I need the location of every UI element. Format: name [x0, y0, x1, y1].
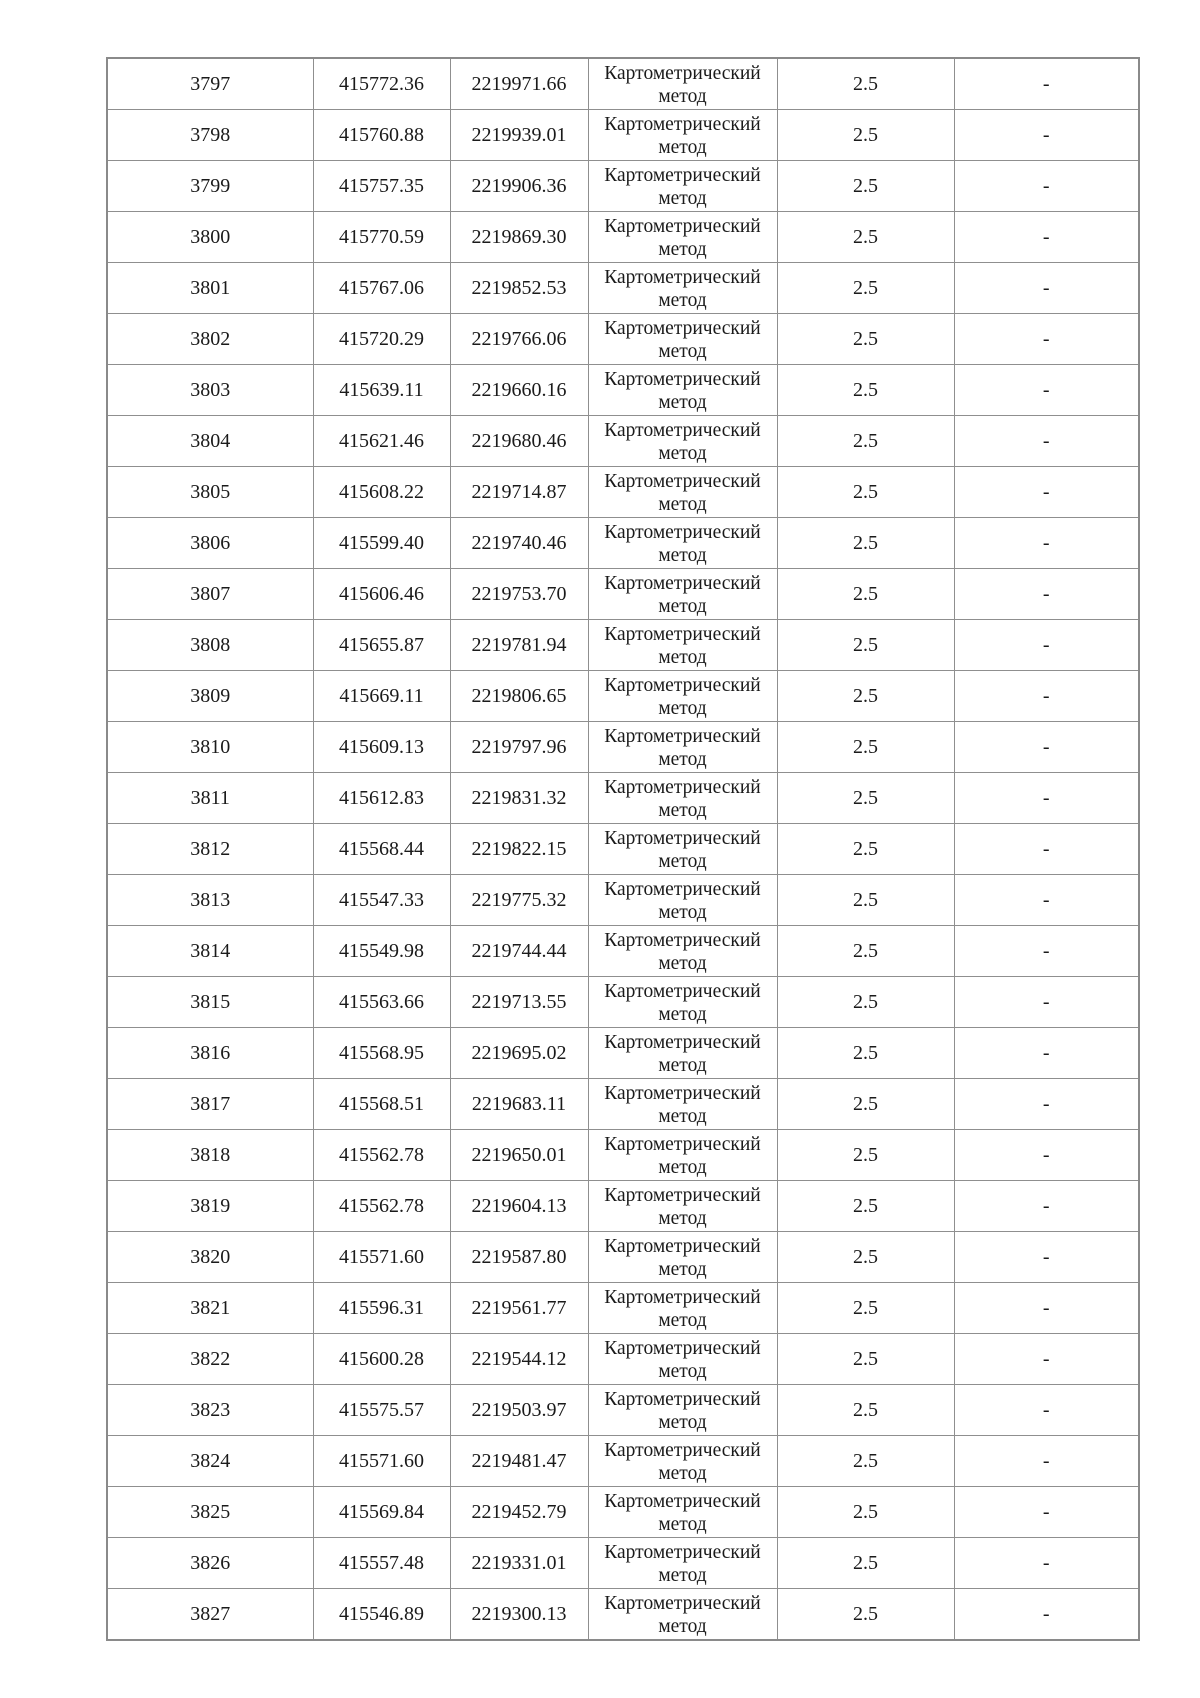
x-coordinate-cell: 415562.78: [313, 1130, 450, 1181]
y-coordinate-cell: 2219331.01: [450, 1538, 588, 1589]
point-number-cell: 3818: [107, 1130, 313, 1181]
method-line-1: Картометрический: [604, 1235, 761, 1257]
note-cell: -: [954, 977, 1139, 1028]
accuracy-cell: 2.5: [777, 365, 954, 416]
table-row: [107, 671, 1139, 722]
method-cell: [588, 1130, 777, 1181]
x-coordinate-cell: 415639.11: [313, 365, 450, 416]
accuracy-cell: 2.5: [777, 1385, 954, 1436]
table-row: [107, 1538, 1139, 1589]
method-line-1: Картометрический: [604, 521, 761, 543]
method-line-2: метод: [658, 187, 707, 209]
method-line-2: метод: [658, 391, 707, 413]
method-line-2: метод: [658, 1258, 707, 1280]
point-number-cell: 3816: [107, 1028, 313, 1079]
y-coordinate-cell: 2219852.53: [450, 263, 588, 314]
method-line-1: Картометрический: [604, 1490, 761, 1512]
accuracy-cell: 2.5: [777, 518, 954, 569]
method-cell: [588, 824, 777, 875]
point-number-cell: 3803: [107, 365, 313, 416]
note-cell: -: [954, 1232, 1139, 1283]
method-cell: [588, 773, 777, 824]
note-cell: -: [954, 518, 1139, 569]
accuracy-cell: 2.5: [777, 110, 954, 161]
x-coordinate-cell: 415606.46: [313, 569, 450, 620]
method-line-1: Картометрический: [604, 266, 761, 288]
method-cell: [588, 1385, 777, 1436]
accuracy-cell: 2.5: [777, 620, 954, 671]
accuracy-cell: 2.5: [777, 1232, 954, 1283]
x-coordinate-cell: 415669.11: [313, 671, 450, 722]
method-line-2: метод: [658, 697, 707, 719]
method-line-1: Картометрический: [604, 572, 761, 594]
point-number-cell: 3822: [107, 1334, 313, 1385]
note-cell: -: [954, 569, 1139, 620]
table-row: [107, 620, 1139, 671]
method-line-1: Картометрический: [604, 980, 761, 1002]
method-line-2: метод: [658, 544, 707, 566]
method-line-1: Картометрический: [604, 1286, 761, 1308]
x-coordinate-cell: 415546.89: [313, 1589, 450, 1641]
table-row: [107, 1181, 1139, 1232]
method-line-1: Картометрический: [604, 215, 761, 237]
note-cell: -: [954, 1385, 1139, 1436]
method-cell: [588, 569, 777, 620]
y-coordinate-cell: 2219587.80: [450, 1232, 588, 1283]
table-row: [107, 926, 1139, 977]
accuracy-cell: 2.5: [777, 824, 954, 875]
x-coordinate-cell: 415612.83: [313, 773, 450, 824]
x-coordinate-cell: 415568.51: [313, 1079, 450, 1130]
point-number-cell: 3807: [107, 569, 313, 620]
method-cell: [588, 1334, 777, 1385]
method-cell: [588, 365, 777, 416]
accuracy-cell: 2.5: [777, 1283, 954, 1334]
note-cell: -: [954, 365, 1139, 416]
x-coordinate-cell: 415608.22: [313, 467, 450, 518]
method-line-1: Картометрический: [604, 1337, 761, 1359]
method-line-2: метод: [658, 238, 707, 260]
y-coordinate-cell: 2219660.16: [450, 365, 588, 416]
method-cell: [588, 875, 777, 926]
point-number-cell: 3812: [107, 824, 313, 875]
method-line-2: метод: [658, 340, 707, 362]
x-coordinate-cell: 415563.66: [313, 977, 450, 1028]
method-line-1: Картометрический: [604, 164, 761, 186]
method-cell: [588, 1538, 777, 1589]
table-row: [107, 875, 1139, 926]
y-coordinate-cell: 2219797.96: [450, 722, 588, 773]
x-coordinate-cell: 415600.28: [313, 1334, 450, 1385]
table-row: [107, 314, 1139, 365]
note-cell: -: [954, 1181, 1139, 1232]
table-row: [107, 1079, 1139, 1130]
method-line-1: Картометрический: [604, 776, 761, 798]
note-cell: -: [954, 314, 1139, 365]
method-line-1: Картометрический: [604, 1031, 761, 1053]
y-coordinate-cell: 2219971.66: [450, 58, 588, 110]
table-row: [107, 569, 1139, 620]
method-line-1: Картометрический: [604, 1541, 761, 1563]
method-line-1: Картометрический: [604, 725, 761, 747]
method-cell: [588, 1079, 777, 1130]
x-coordinate-cell: 415571.60: [313, 1232, 450, 1283]
method-cell: [588, 926, 777, 977]
method-line-2: метод: [658, 1462, 707, 1484]
method-cell: [588, 161, 777, 212]
method-line-2: метод: [658, 1156, 707, 1178]
table-row: [107, 1283, 1139, 1334]
point-number-cell: 3821: [107, 1283, 313, 1334]
point-number-cell: 3808: [107, 620, 313, 671]
method-line-2: метод: [658, 1360, 707, 1382]
method-cell: [588, 722, 777, 773]
note-cell: -: [954, 1487, 1139, 1538]
method-cell: [588, 1028, 777, 1079]
x-coordinate-cell: 415621.46: [313, 416, 450, 467]
method-line-1: Картометрический: [604, 113, 761, 135]
note-cell: -: [954, 1436, 1139, 1487]
note-cell: -: [954, 1334, 1139, 1385]
note-cell: -: [954, 671, 1139, 722]
method-line-1: Картометрический: [604, 878, 761, 900]
x-coordinate-cell: 415609.13: [313, 722, 450, 773]
x-coordinate-cell: 415772.36: [313, 58, 450, 110]
accuracy-cell: 2.5: [777, 467, 954, 518]
table-row: [107, 1487, 1139, 1538]
method-line-1: Картометрический: [604, 1133, 761, 1155]
point-number-cell: 3827: [107, 1589, 313, 1641]
accuracy-cell: 2.5: [777, 773, 954, 824]
table-row: [107, 1436, 1139, 1487]
y-coordinate-cell: 2219806.65: [450, 671, 588, 722]
method-line-2: метод: [658, 952, 707, 974]
y-coordinate-cell: 2219906.36: [450, 161, 588, 212]
method-line-1: Картометрический: [604, 1184, 761, 1206]
y-coordinate-cell: 2219503.97: [450, 1385, 588, 1436]
note-cell: -: [954, 110, 1139, 161]
method-cell: [588, 416, 777, 467]
method-line-1: Картометрический: [604, 470, 761, 492]
method-line-2: метод: [658, 901, 707, 923]
point-number-cell: 3814: [107, 926, 313, 977]
point-number-cell: 3824: [107, 1436, 313, 1487]
table-row: [107, 1334, 1139, 1385]
y-coordinate-cell: 2219561.77: [450, 1283, 588, 1334]
note-cell: -: [954, 1589, 1139, 1641]
method-line-2: метод: [658, 1054, 707, 1076]
accuracy-cell: 2.5: [777, 212, 954, 263]
x-coordinate-cell: 415568.44: [313, 824, 450, 875]
table-row: [107, 1232, 1139, 1283]
accuracy-cell: 2.5: [777, 1436, 954, 1487]
note-cell: -: [954, 212, 1139, 263]
point-number-cell: 3799: [107, 161, 313, 212]
accuracy-cell: 2.5: [777, 926, 954, 977]
y-coordinate-cell: 2219604.13: [450, 1181, 588, 1232]
note-cell: -: [954, 773, 1139, 824]
x-coordinate-cell: 415770.59: [313, 212, 450, 263]
coordinates-table: [106, 57, 1140, 1641]
method-line-1: Картометрический: [604, 1439, 761, 1461]
accuracy-cell: 2.5: [777, 569, 954, 620]
method-line-2: метод: [658, 748, 707, 770]
method-cell: [588, 314, 777, 365]
point-number-cell: 3801: [107, 263, 313, 314]
table-row: [107, 824, 1139, 875]
document-page: [106, 57, 1138, 1641]
method-cell: [588, 1589, 777, 1641]
method-line-1: Картометрический: [604, 368, 761, 390]
method-line-2: метод: [658, 850, 707, 872]
accuracy-cell: 2.5: [777, 1181, 954, 1232]
x-coordinate-cell: 415547.33: [313, 875, 450, 926]
note-cell: -: [954, 824, 1139, 875]
x-coordinate-cell: 415757.35: [313, 161, 450, 212]
x-coordinate-cell: 415575.57: [313, 1385, 450, 1436]
method-line-2: метод: [658, 1105, 707, 1127]
method-cell: [588, 110, 777, 161]
point-number-cell: 3811: [107, 773, 313, 824]
method-line-1: Картометрический: [604, 419, 761, 441]
method-line-2: метод: [658, 1207, 707, 1229]
note-cell: -: [954, 1538, 1139, 1589]
method-cell: [588, 518, 777, 569]
table-row: [107, 467, 1139, 518]
table-row: [107, 977, 1139, 1028]
method-line-2: метод: [658, 85, 707, 107]
method-line-2: метод: [658, 646, 707, 668]
y-coordinate-cell: 2219695.02: [450, 1028, 588, 1079]
point-number-cell: 3802: [107, 314, 313, 365]
point-number-cell: 3809: [107, 671, 313, 722]
accuracy-cell: 2.5: [777, 416, 954, 467]
table-row: [107, 212, 1139, 263]
y-coordinate-cell: 2219831.32: [450, 773, 588, 824]
y-coordinate-cell: 2219822.15: [450, 824, 588, 875]
x-coordinate-cell: 415569.84: [313, 1487, 450, 1538]
note-cell: -: [954, 467, 1139, 518]
accuracy-cell: 2.5: [777, 263, 954, 314]
method-cell: [588, 58, 777, 110]
y-coordinate-cell: 2219869.30: [450, 212, 588, 263]
accuracy-cell: 2.5: [777, 1334, 954, 1385]
table-row: [107, 1385, 1139, 1436]
method-line-1: Картометрический: [604, 929, 761, 951]
y-coordinate-cell: 2219481.47: [450, 1436, 588, 1487]
table-row: [107, 110, 1139, 161]
y-coordinate-cell: 2219740.46: [450, 518, 588, 569]
method-line-1: Картометрический: [604, 1082, 761, 1104]
x-coordinate-cell: 415599.40: [313, 518, 450, 569]
note-cell: -: [954, 875, 1139, 926]
point-number-cell: 3825: [107, 1487, 313, 1538]
y-coordinate-cell: 2219452.79: [450, 1487, 588, 1538]
method-cell: [588, 1232, 777, 1283]
table-row: [107, 58, 1139, 110]
method-line-1: Картометрический: [604, 674, 761, 696]
note-cell: -: [954, 58, 1139, 110]
accuracy-cell: 2.5: [777, 1130, 954, 1181]
note-cell: -: [954, 620, 1139, 671]
method-cell: [588, 263, 777, 314]
point-number-cell: 3826: [107, 1538, 313, 1589]
y-coordinate-cell: 2219680.46: [450, 416, 588, 467]
coordinates-table-body: [107, 58, 1139, 1640]
method-line-1: Картометрический: [604, 317, 761, 339]
y-coordinate-cell: 2219766.06: [450, 314, 588, 365]
point-number-cell: 3800: [107, 212, 313, 263]
method-line-2: метод: [658, 1513, 707, 1535]
point-number-cell: 3810: [107, 722, 313, 773]
accuracy-cell: 2.5: [777, 671, 954, 722]
x-coordinate-cell: 415596.31: [313, 1283, 450, 1334]
accuracy-cell: 2.5: [777, 1589, 954, 1641]
x-coordinate-cell: 415767.06: [313, 263, 450, 314]
point-number-cell: 3805: [107, 467, 313, 518]
point-number-cell: 3804: [107, 416, 313, 467]
method-line-2: метод: [658, 1411, 707, 1433]
method-line-1: Картометрический: [604, 1388, 761, 1410]
point-number-cell: 3815: [107, 977, 313, 1028]
x-coordinate-cell: 415760.88: [313, 110, 450, 161]
method-cell: [588, 977, 777, 1028]
method-line-2: метод: [658, 136, 707, 158]
y-coordinate-cell: 2219714.87: [450, 467, 588, 518]
note-cell: -: [954, 161, 1139, 212]
point-number-cell: 3819: [107, 1181, 313, 1232]
table-row: [107, 365, 1139, 416]
table-row: [107, 518, 1139, 569]
method-line-2: метод: [658, 1615, 707, 1637]
x-coordinate-cell: 415720.29: [313, 314, 450, 365]
method-line-2: метод: [658, 1309, 707, 1331]
method-cell: [588, 1181, 777, 1232]
method-line-2: метод: [658, 1003, 707, 1025]
y-coordinate-cell: 2219744.44: [450, 926, 588, 977]
y-coordinate-cell: 2219713.55: [450, 977, 588, 1028]
method-cell: [588, 1283, 777, 1334]
y-coordinate-cell: 2219650.01: [450, 1130, 588, 1181]
point-number-cell: 3798: [107, 110, 313, 161]
method-line-2: метод: [658, 493, 707, 515]
accuracy-cell: 2.5: [777, 1028, 954, 1079]
note-cell: -: [954, 416, 1139, 467]
note-cell: -: [954, 926, 1139, 977]
point-number-cell: 3820: [107, 1232, 313, 1283]
method-line-1: Картометрический: [604, 623, 761, 645]
accuracy-cell: 2.5: [777, 1538, 954, 1589]
point-number-cell: 3806: [107, 518, 313, 569]
accuracy-cell: 2.5: [777, 1079, 954, 1130]
table-row: [107, 1130, 1139, 1181]
table-row: [107, 773, 1139, 824]
accuracy-cell: 2.5: [777, 1487, 954, 1538]
table-row: [107, 1028, 1139, 1079]
point-number-cell: 3823: [107, 1385, 313, 1436]
note-cell: -: [954, 1283, 1139, 1334]
method-cell: [588, 1487, 777, 1538]
y-coordinate-cell: 2219775.32: [450, 875, 588, 926]
method-line-2: метод: [658, 442, 707, 464]
y-coordinate-cell: 2219683.11: [450, 1079, 588, 1130]
accuracy-cell: 2.5: [777, 58, 954, 110]
table-row: [107, 161, 1139, 212]
accuracy-cell: 2.5: [777, 977, 954, 1028]
accuracy-cell: 2.5: [777, 314, 954, 365]
method-line-2: метод: [658, 289, 707, 311]
note-cell: -: [954, 1130, 1139, 1181]
table-row: [107, 263, 1139, 314]
accuracy-cell: 2.5: [777, 161, 954, 212]
point-number-cell: 3817: [107, 1079, 313, 1130]
y-coordinate-cell: 2219753.70: [450, 569, 588, 620]
x-coordinate-cell: 415571.60: [313, 1436, 450, 1487]
y-coordinate-cell: 2219544.12: [450, 1334, 588, 1385]
note-cell: -: [954, 722, 1139, 773]
method-cell: [588, 212, 777, 263]
method-cell: [588, 671, 777, 722]
x-coordinate-cell: 415549.98: [313, 926, 450, 977]
y-coordinate-cell: 2219300.13: [450, 1589, 588, 1641]
table-row: [107, 722, 1139, 773]
method-line-1: Картометрический: [604, 1592, 761, 1614]
method-line-2: метод: [658, 799, 707, 821]
accuracy-cell: 2.5: [777, 722, 954, 773]
note-cell: -: [954, 1028, 1139, 1079]
method-cell: [588, 1436, 777, 1487]
x-coordinate-cell: 415568.95: [313, 1028, 450, 1079]
method-line-2: метод: [658, 1564, 707, 1586]
x-coordinate-cell: 415557.48: [313, 1538, 450, 1589]
y-coordinate-cell: 2219939.01: [450, 110, 588, 161]
point-number-cell: 3797: [107, 58, 313, 110]
point-number-cell: 3813: [107, 875, 313, 926]
y-coordinate-cell: 2219781.94: [450, 620, 588, 671]
x-coordinate-cell: 415562.78: [313, 1181, 450, 1232]
note-cell: -: [954, 263, 1139, 314]
method-line-2: метод: [658, 595, 707, 617]
note-cell: -: [954, 1079, 1139, 1130]
accuracy-cell: 2.5: [777, 875, 954, 926]
table-row: [107, 416, 1139, 467]
x-coordinate-cell: 415655.87: [313, 620, 450, 671]
method-cell: [588, 620, 777, 671]
method-line-1: Картометрический: [604, 62, 761, 84]
table-row: [107, 1589, 1139, 1641]
method-line-1: Картометрический: [604, 827, 761, 849]
method-cell: [588, 467, 777, 518]
